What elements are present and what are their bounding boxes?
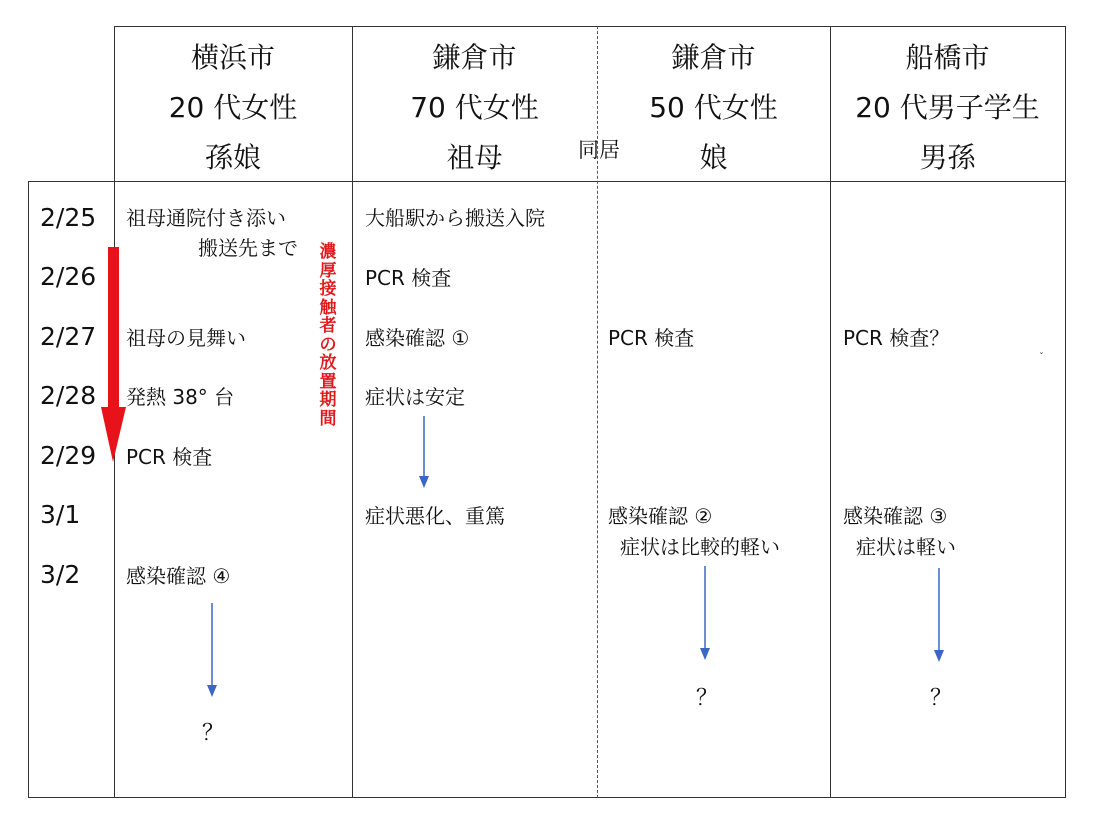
header-profile: 20 代女性 (168, 91, 298, 124)
down-arrow-icon (419, 416, 429, 488)
header-relation: 娘 (699, 141, 728, 174)
entry-text: 症状悪化、重篤 (365, 504, 505, 528)
note-char: 者 (319, 316, 337, 336)
unknown-outcome: ？ (930, 686, 953, 711)
entry-text: 祖母の見舞い (126, 326, 246, 350)
note-char: の (319, 334, 337, 355)
entry-text: PCR 検査？ (843, 326, 950, 350)
entry-text: 搬送先まで (198, 236, 298, 260)
entry-text: 症状は安定 (365, 385, 465, 409)
down-arrow-icon (934, 568, 944, 662)
entry-text: 祖母通院付き添い (126, 206, 286, 230)
unknown-outcome: ？ (696, 686, 719, 711)
note-char: 触 (319, 297, 337, 318)
down-arrow-icon (207, 603, 217, 697)
cohabitation-label: 同居 (578, 138, 620, 162)
header-profile: 20 代男子学生 (855, 91, 1040, 124)
entry-text: PCR 検査 (608, 326, 695, 350)
header-relation: 孫娘 (204, 141, 261, 174)
entry-text: 感染確認 ④ (126, 564, 231, 588)
header-profile: 50 代女性 (649, 91, 778, 124)
date-label: 2/27 (40, 322, 97, 351)
entry-text: PCR 検査 (365, 266, 452, 290)
header-city: 鎌倉市 (671, 41, 756, 74)
header-city: 船橋市 (905, 41, 990, 74)
entry-text: 発熱 38° 台 (126, 385, 235, 409)
entry-text: 大船駅から搬送入院 (365, 206, 545, 230)
header-relation: 男孫 (919, 141, 976, 174)
header-city: 鎌倉市 (432, 41, 517, 74)
header-city: 横浜市 (190, 41, 275, 74)
note-char: 放 (319, 353, 337, 373)
entry-text: 感染確認 ③ (843, 504, 948, 528)
entry-text: 症状は軽い (856, 535, 956, 559)
entry-text: 感染確認 ② (608, 504, 713, 528)
note-char: 期 (319, 390, 337, 410)
date-label: 3/2 (40, 560, 81, 589)
header-profile: 70 代女性 (410, 91, 539, 124)
date-label: 3/1 (40, 500, 81, 529)
date-label: 2/28 (40, 381, 97, 410)
stray-mark: ˇ (1039, 352, 1044, 363)
red-arrow-icon (101, 247, 126, 462)
header-relation: 祖母 (446, 141, 503, 174)
date-label: 2/25 (40, 203, 97, 232)
note-char: 接 (319, 279, 337, 299)
down-arrow-icon (700, 566, 710, 660)
note-char: 置 (319, 371, 337, 392)
entry-text: PCR 検査 (126, 445, 213, 469)
note-char: 濃 (319, 242, 337, 262)
entry-text: 感染確認 ① (365, 326, 470, 350)
note-char: 厚 (319, 260, 337, 281)
entry-text: 症状は比較的軽い (620, 535, 780, 559)
unknown-outcome: ？ (202, 721, 225, 746)
date-label: 2/29 (40, 441, 97, 470)
date-label: 2/26 (40, 262, 97, 291)
note-char: 間 (319, 408, 337, 429)
